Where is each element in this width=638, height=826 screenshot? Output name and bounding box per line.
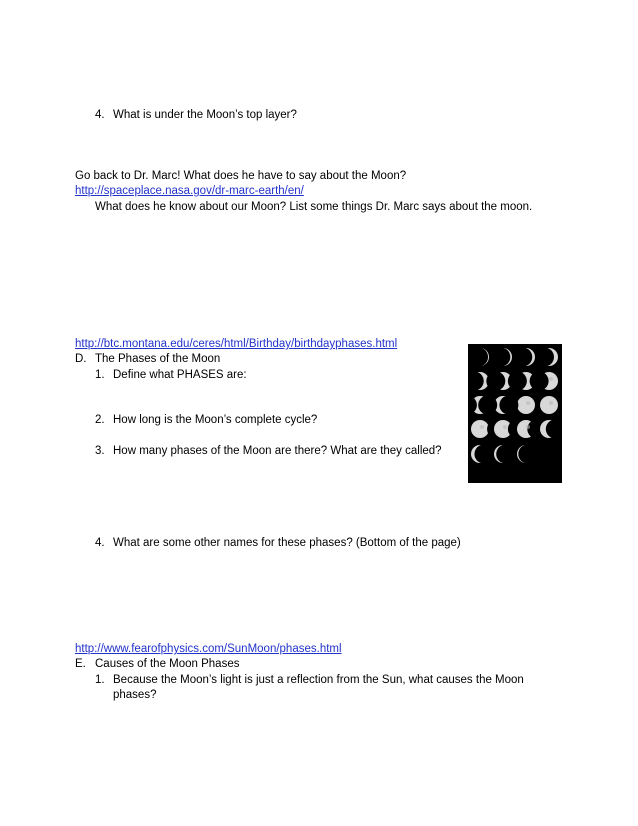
question-text: Because the Moon’s light is just a reflection from the Sun, what causes the Moon <box>113 674 524 686</box>
question-number: 4. <box>95 109 105 121</box>
drmarc-link[interactable]: http://spaceplace.nasa.gov/dr-marc-earth/en/ <box>75 185 304 197</box>
section-letter: E. <box>75 658 86 670</box>
question-text: What is under the Moon’s top layer? <box>113 109 297 121</box>
moon-phase-icon <box>517 445 537 464</box>
section-heading: Causes of the Moon Phases <box>95 658 240 670</box>
moon-phase-icon <box>491 348 512 367</box>
moon-phase-icon <box>494 445 515 464</box>
moon-phase-icon <box>530 372 558 391</box>
question-text: How long is the Moon’s complete cycle? <box>113 414 318 426</box>
section-letter: D. <box>75 353 87 365</box>
drmarc-question: What does he know about our Moon? List some things Dr. Marc says about the moon. <box>95 201 533 213</box>
moon-phase-icon <box>535 348 558 367</box>
causes-link[interactable]: http://www.fearofphysics.com/SunMoon/phases.html <box>75 643 342 655</box>
question-number: 1. <box>95 674 105 686</box>
moon-phase-icon <box>513 348 535 367</box>
question-text: Define what PHASES are: <box>113 369 247 381</box>
section-heading: The Phases of the Moon <box>95 353 221 365</box>
moon-phases-graphic <box>468 344 562 483</box>
moon-phase-icon <box>499 396 535 415</box>
question-number: 1. <box>95 369 105 381</box>
moon-phase-icon <box>540 396 558 414</box>
question-text: How many phases of the Moon are there? What are they called? <box>113 445 442 457</box>
question-text-continued: phases? <box>113 689 157 701</box>
question-number: 4. <box>95 537 105 549</box>
moon-phase-icon <box>471 445 493 464</box>
moon-phase-icon <box>468 372 489 391</box>
phases-link[interactable]: http://btc.montana.edu/ceres/html/Birthday/birthdayphases.html <box>75 338 398 350</box>
moon-phase-icon <box>540 420 562 439</box>
moon-phases-image <box>468 344 562 483</box>
moon-phase-icon <box>469 348 489 367</box>
question-text: What are some other names for these phases? (Bottom of the page) <box>113 537 461 549</box>
question-number: 3. <box>95 445 105 457</box>
drmarc-intro: Go back to Dr. Marc! What does he have to say about the Moon? <box>75 170 407 182</box>
question-number: 2. <box>95 414 105 426</box>
